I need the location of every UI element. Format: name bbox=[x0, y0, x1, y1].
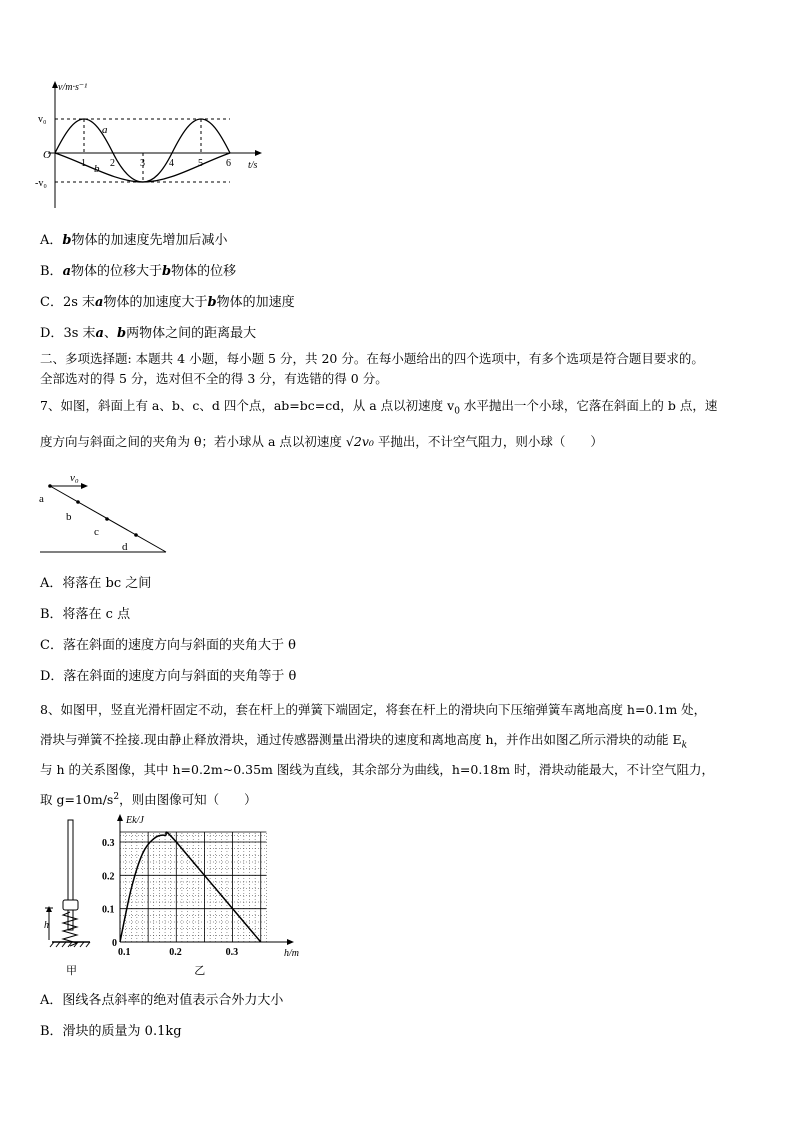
q8-stem-line4: 取 $g=10m/s^2$，则由图像可知（ ） bbox=[40, 791, 257, 807]
vt-label-b: b bbox=[94, 163, 100, 175]
vt-tick-1: 1 bbox=[81, 158, 86, 169]
incline-point-d: d bbox=[122, 541, 128, 553]
chart-caption: 乙 bbox=[194, 965, 206, 977]
chart-x-tick-label: 0.3 bbox=[225, 947, 239, 958]
q7-option-b[interactable]: B．将落在 c 点 bbox=[40, 607, 131, 622]
sqrt-expression: √2v₀ bbox=[345, 434, 374, 449]
incline-v0: v₀ bbox=[70, 472, 79, 484]
chart-x-tick-label: 0.2 bbox=[169, 947, 182, 958]
q7-stem-line2: 度方向与斜面之间的夹角为 θ；若小球从 a 点以初速度 √2v₀ 平抛出，不计空气阻力，则小球（ ） bbox=[40, 434, 603, 449]
vt-tick-6: 6 bbox=[226, 158, 231, 169]
vt-tick-5: 5 bbox=[198, 158, 203, 169]
vt-label-a: a bbox=[102, 124, 108, 136]
q7-option-c[interactable]: C．落在斜面的速度方向与斜面的夹角大于 θ bbox=[40, 638, 296, 653]
q8-option-b[interactable]: B．滑块的质量为 0.1kg bbox=[40, 1024, 182, 1039]
vt-tick-4: 4 bbox=[169, 158, 174, 169]
vt-neg-v0: -v₀ bbox=[35, 178, 47, 189]
q6-option-c[interactable]: C．2s 末a物体的加速度大于b物体的加速度 bbox=[40, 295, 295, 310]
figure-rod-spring bbox=[40, 818, 100, 978]
q6-option-b[interactable]: B．a物体的位移大于b物体的位移 bbox=[40, 264, 237, 279]
vt-origin: O bbox=[43, 149, 51, 161]
rod-h-label: h bbox=[44, 920, 49, 931]
chart-ylabel: Ek/J bbox=[126, 815, 144, 826]
incline-point-b: b bbox=[66, 511, 72, 523]
vt-tick-3: 3 bbox=[140, 158, 145, 169]
vt-ylabel: v/m·s⁻¹ bbox=[58, 82, 88, 93]
figure-vt-graph bbox=[30, 78, 270, 218]
q8-option-a[interactable]: A．图线各点斜率的绝对值表示合外力大小 bbox=[40, 993, 284, 1008]
incline-point-c: c bbox=[94, 526, 99, 538]
q7-option-a[interactable]: A．将落在 bc 之间 bbox=[40, 576, 152, 591]
chart-y-tick-label: 0 bbox=[112, 938, 117, 949]
chart-y-tick-label: 0.1 bbox=[102, 904, 115, 916]
chart-y-tick-label: 0.2 bbox=[102, 871, 115, 883]
vt-v0: v₀ bbox=[38, 114, 47, 125]
section2-heading-line1: 二、多项选择题: 本题共 4 小题，每小题 5 分，共 20 分。在每小题给出的四个选项中，有多个选项是符合题目要求的。 bbox=[40, 351, 704, 366]
q6-option-d[interactable]: D．3s 末a、b两物体之间的距离最大 bbox=[40, 326, 257, 341]
chart-y-tick-label: 0.3 bbox=[102, 838, 115, 849]
chart-xlabel: h/m bbox=[284, 948, 299, 959]
q8-stem-line1: 8、如图甲，竖直光滑杆固定不动，套在杆上的弹簧下端固定，将套在杆上的滑块向下压缩弹簧车离地高度 h=0.1m 处， bbox=[40, 702, 707, 717]
section2-heading-line2: 全部选对的得 5 分，选对但不全的得 3 分，有选错的得 0 分。 bbox=[40, 371, 388, 386]
q6-option-a[interactable]: A．b物体的加速度先增加后减小 bbox=[40, 233, 228, 248]
q7-option-d[interactable]: D．落在斜面的速度方向与斜面的夹角等于 θ bbox=[40, 669, 297, 684]
figure-jia-caption: 甲 bbox=[66, 965, 77, 977]
q7-stem-line1: 7、如图，斜面上有 a、b、c、d 四个点，ab=bc=cd，从 a 点以初速度 $v_0$ 水平抛出一个小球，它落在斜面上的 b 点，速 bbox=[40, 398, 718, 417]
incline-point-a: a bbox=[39, 493, 44, 505]
q8-stem-line2: 滑块与弹簧不拴接.现由静止释放滑块，通过传感器测量出滑块的速度和离地高度 h，并作出如图乙所示滑块的动能 $E_k$ bbox=[40, 732, 688, 751]
figure-incline bbox=[36, 468, 176, 558]
vt-xlabel: t/s bbox=[248, 160, 258, 171]
chart-ek-vs-h bbox=[96, 812, 306, 982]
q8-stem-line3: 与 h 的关系图像，其中 h=0.2m~0.35m 图线为直线，其余部分为曲线，h=0.18m 时，滑块动能最大，不计空气阻力， bbox=[40, 762, 715, 777]
vt-tick-2: 2 bbox=[110, 158, 115, 169]
chart-x-tick-label: 0.1 bbox=[118, 947, 131, 958]
